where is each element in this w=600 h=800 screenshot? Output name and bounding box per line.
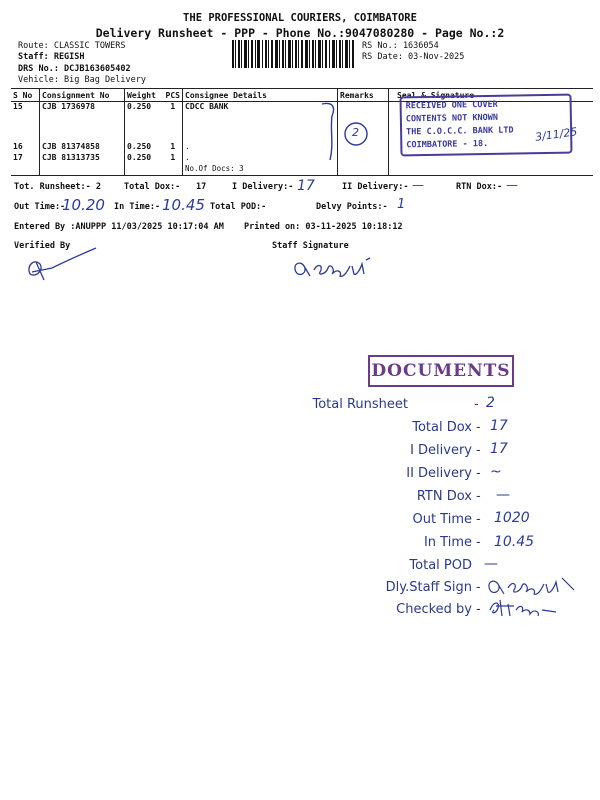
total-dox-label: Total Dox:-	[124, 182, 181, 192]
i-delivery-value: 17	[297, 178, 315, 194]
summary-value: 10.45	[494, 534, 535, 550]
summary-dash: -	[474, 397, 479, 412]
company-title: THE PROFESSIONAL COURIERS, COIMBATORE	[183, 12, 417, 24]
stamp-line: CONTENTS NOT KNOWN	[405, 112, 499, 125]
row-pcs: 1	[170, 152, 176, 162]
summary-label: Total Dox	[412, 420, 472, 435]
row-consignee: .	[183, 142, 338, 153]
route-label: Route: CLASSIC TOWERS	[18, 41, 126, 51]
seal-date-handwritten: 3/11/25	[534, 125, 579, 144]
summary-label: Total Runsheet	[312, 397, 408, 412]
total-pod-label: Total POD:-	[210, 202, 267, 212]
summary-value: 17	[490, 441, 508, 457]
delvy-points-label: Delvy Points:-	[316, 202, 388, 212]
printed-on: Printed on: 03-11-2025 10:18:12	[244, 222, 403, 232]
row-consignee: CDCC BANK	[183, 102, 338, 142]
row-pcs: 1	[170, 102, 176, 111]
summary-dash: -	[476, 580, 481, 595]
summary-label: II Delivery	[406, 466, 472, 481]
row-consignment: CJB 81374858	[40, 142, 125, 153]
rtn-dox-label: RTN Dox:-	[456, 182, 503, 192]
staff-signature-label: Staff Signature	[272, 241, 349, 251]
remarks-circle-number: 2	[352, 126, 359, 139]
summary-value: 2	[486, 395, 495, 411]
row-weight-pcs	[125, 153, 183, 164]
drs-label: DRS No.: DCJB163605402	[18, 64, 131, 74]
barcode	[232, 40, 356, 68]
no-of-docs: No.Of Docs: 3	[183, 164, 338, 176]
ii-delivery-label: II Delivery:-	[342, 182, 409, 192]
docs-count-row	[11, 164, 593, 176]
summary-dash: -	[476, 602, 481, 617]
stamp-line: THE C.O.C.C. BANK LTD	[406, 125, 514, 138]
received-seal-stamp	[399, 94, 572, 157]
documents-stamp-title: DOCUMENTS	[368, 355, 514, 387]
summary-dash: -	[476, 443, 481, 458]
verified-by-label: Verified By	[14, 241, 71, 251]
row-sno: 16	[13, 141, 23, 151]
summary-label: I Delivery	[410, 443, 472, 458]
summary-dash: -	[476, 535, 481, 550]
remarks-bracket	[318, 100, 378, 170]
staff-signature	[290, 252, 385, 284]
summary-dash: -	[476, 420, 481, 435]
col-pcs: PCS	[165, 90, 180, 100]
out-time-label: Out Time:-	[14, 202, 66, 212]
summary-label: Out Time	[412, 512, 472, 527]
col-consignee: Consignee Details	[183, 89, 338, 102]
summary-dash: -	[476, 489, 481, 504]
summary-label: Dly.Staff Sign	[385, 580, 472, 595]
col-remarks: Remarks	[338, 89, 389, 102]
row-consignee: .	[183, 153, 338, 164]
summary-value: 17	[490, 418, 508, 434]
row-weight: 0.250	[127, 152, 152, 162]
summary-dash: -	[476, 466, 481, 481]
tot-runsheet: Tot. Runsheet:- 2	[14, 182, 101, 192]
row-consignment: CJB 1736978	[40, 102, 125, 142]
vehicle-label: Vehicle: Big Bag Delivery	[18, 75, 146, 85]
summary-dash: -	[476, 512, 481, 527]
row-consignment: CJB 81313735	[40, 153, 125, 164]
row-weight-pcs	[125, 102, 183, 142]
stamp-line: RECEIVED ONE COVER	[405, 99, 498, 112]
summary-value: —	[496, 487, 510, 503]
row-weight: 0.250	[127, 141, 152, 151]
row-sno: 15	[13, 102, 23, 111]
runsheet-subtitle: Delivery Runsheet - PPP - Phone No.:9047080280 - Page No.:2	[95, 26, 505, 40]
summary-label: RTN Dox	[416, 489, 472, 504]
checked-by-signature	[486, 596, 566, 620]
verifier-signature	[22, 244, 102, 284]
summary-value: —	[484, 556, 498, 572]
out-time-value: 10.20	[62, 196, 105, 214]
total-dox-value: 17	[196, 182, 207, 192]
in-time-value: 10.45	[162, 196, 205, 214]
col-consignment: Consignment No	[40, 89, 125, 102]
col-seal-label: Seal & Signature	[397, 90, 475, 100]
row-sno: 17	[13, 152, 23, 162]
summary-value: ~	[490, 464, 502, 480]
delvy-points-value: 1	[397, 197, 406, 212]
ii-delivery-value: —	[412, 178, 424, 192]
summary-label: Checked by	[396, 602, 472, 617]
rtn-dox-value: —	[506, 178, 518, 192]
col-sno: S No	[11, 89, 40, 102]
row-pcs: 1	[170, 141, 176, 151]
i-delivery-label: I Delivery:-	[232, 182, 294, 192]
rs-no-label: RS No.: 1636054	[362, 41, 439, 51]
stamp-line: COIMBATORE - 18.	[406, 138, 489, 151]
col-weight: Weight	[127, 90, 156, 100]
row-weight: 0.250	[127, 102, 152, 111]
rs-date-label: RS Date: 03-Nov-2025	[362, 52, 465, 62]
row-weight-pcs	[125, 142, 183, 153]
col-weight-pcs	[125, 89, 183, 102]
staff-label: Staff: REGISH	[18, 52, 85, 62]
summary-value: 1020	[494, 510, 530, 526]
summary-label: Total POD	[409, 558, 472, 573]
summary-label: In Time	[423, 535, 472, 550]
in-time-label: In Time:-	[114, 202, 161, 212]
entered-by: Entered By :ANUPPP 11/03/2025 10:17:04 AM	[14, 222, 224, 232]
